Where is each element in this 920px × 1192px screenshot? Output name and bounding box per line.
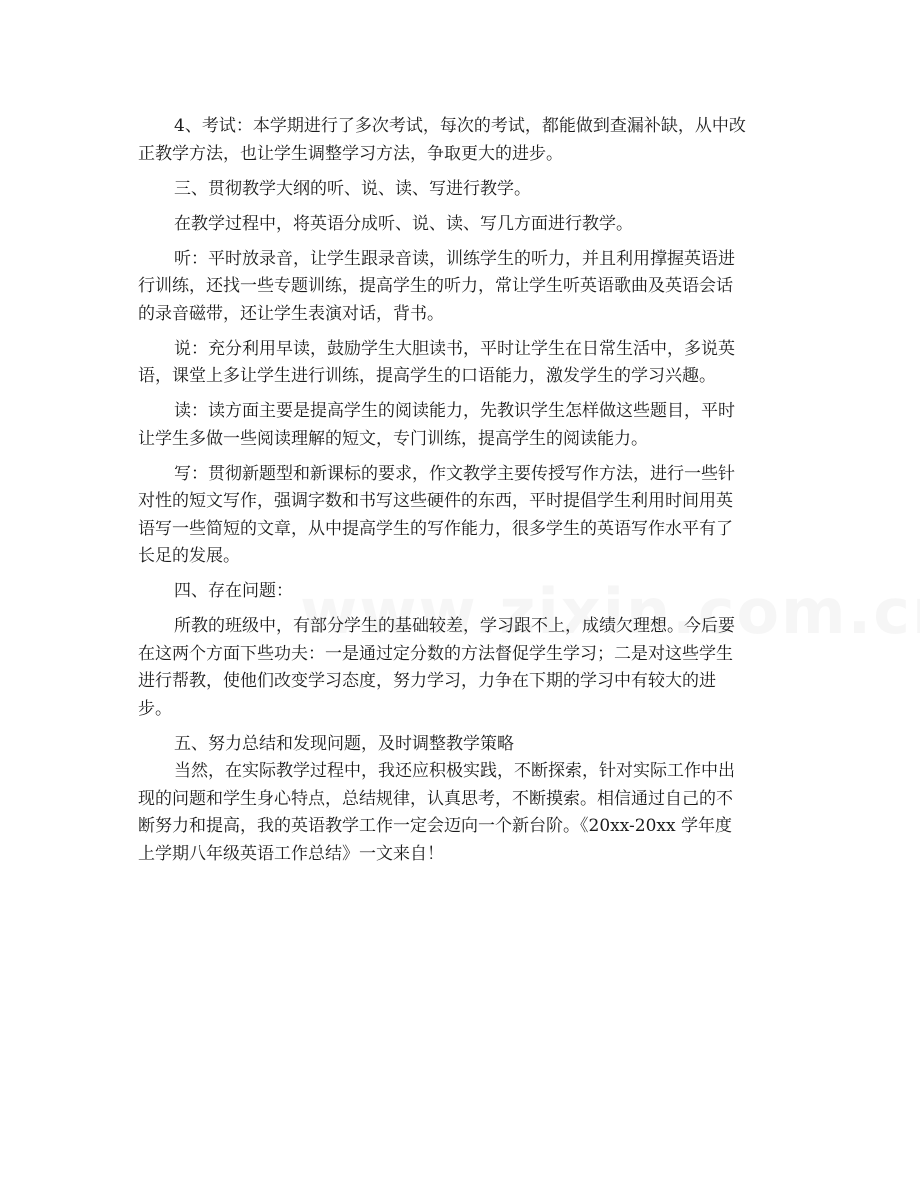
paragraph-line: 的录音磁带，还让学生表演对话，背书。 [138,303,444,324]
paragraph-speaking [138,336,786,391]
paragraph-line: 对性的短文写作，强调字数和书写这些硬件的东西，平时提倡学生利用时间用英 [138,491,733,511]
paragraph-line: 现的问题和学生身心特点，总结规律，认真思考，不断摸索。相信通过自己的不 [138,788,733,809]
paragraph-problems [138,613,786,723]
document-body [138,113,786,868]
section-heading-three [138,176,786,204]
paragraph-line: 4、考试：本学期进行了多次考试，每次的考试，都能做到查漏补缺，从中改 [174,116,746,136]
paragraph-line: 当然，在实际教学过程中，我还应积极实践，不断探索，针对实际工作中出 [174,761,735,781]
paragraph-line: 行训练，还找一些专题训练，提高学生的听力，常让学生听英语歌曲及英语会话 [138,276,733,296]
section-heading-four [138,578,786,606]
paragraph-line: 说：充分利用早读，鼓励学生大胆读书，平时让学生在日常生活中，多说英 [174,338,735,359]
paragraph-line: 语写一些简短的文章，从中提高学生的写作能力，很多学生的英语写作水平有了 [138,518,733,539]
paragraph-line: 正教学方法，也让学生调整学习方法，争取更大的进步。 [138,143,563,164]
paragraph-line: 在教学过程中，将英语分成听、说、读、写几方面进行教学。 [174,213,633,234]
paragraph-listening [138,246,786,329]
paragraph-line: 断努力和提高，我的英语教学工作一定会迈向一个新台阶。《20xx-20xx 学年度 [138,816,732,836]
paragraph-line: 步。 [138,698,172,719]
paragraph-conclusion [138,758,786,868]
paragraph-line: 语，课堂上多让学生进行训练，提高学生的口语能力，激发学生的学习兴趣。 [138,366,716,386]
paragraph-line: 让学生多做一些阅读理解的短文，专门训练，提高学生的阅读能力。 [138,428,648,449]
paragraph-line: 读：读方面主要是提高学生的阅读能力，先教识学生怎样做这些题目，平时 [174,401,735,421]
heading-line: 三、贯彻教学大纲的听、说、读、写进行教学。 [174,178,531,199]
paragraph-line: 上学期八年级英语工作总结》一文来自！ [138,843,444,864]
paragraph-line: 写：贯彻新题型和新课标的要求，作文教学主要传授写作方法，进行一些针 [174,463,735,484]
paragraph-line: 听：平时放录音，让学生跟录音读，训练学生的听力，并且利用撑握英语进 [174,248,735,269]
paragraph-writing [138,461,786,571]
paragraph-intro [138,211,786,239]
heading-line: 四、存在问题： [174,581,293,601]
paragraph-reading [138,398,786,453]
paragraph-line: 长足的发展。 [138,546,240,566]
paragraph-line: 在这两个方面下些功夫：一是通过定分数的方法督促学生学习；二是对这些学生 [138,643,733,664]
paragraph-line: 所教的班级中，有部分学生的基础较差，学习跟不上，成绩欠理想。今后要 [174,616,735,636]
paragraph-line: 进行帮教，使他们改变学习态度，努力学习，力争在下期的学习中有较大的进 [138,671,716,691]
heading-line: 五、努力总结和发现问题，及时调整教学策略 [174,733,514,754]
section-heading-five [138,731,786,759]
paragraph-exam [138,113,786,168]
